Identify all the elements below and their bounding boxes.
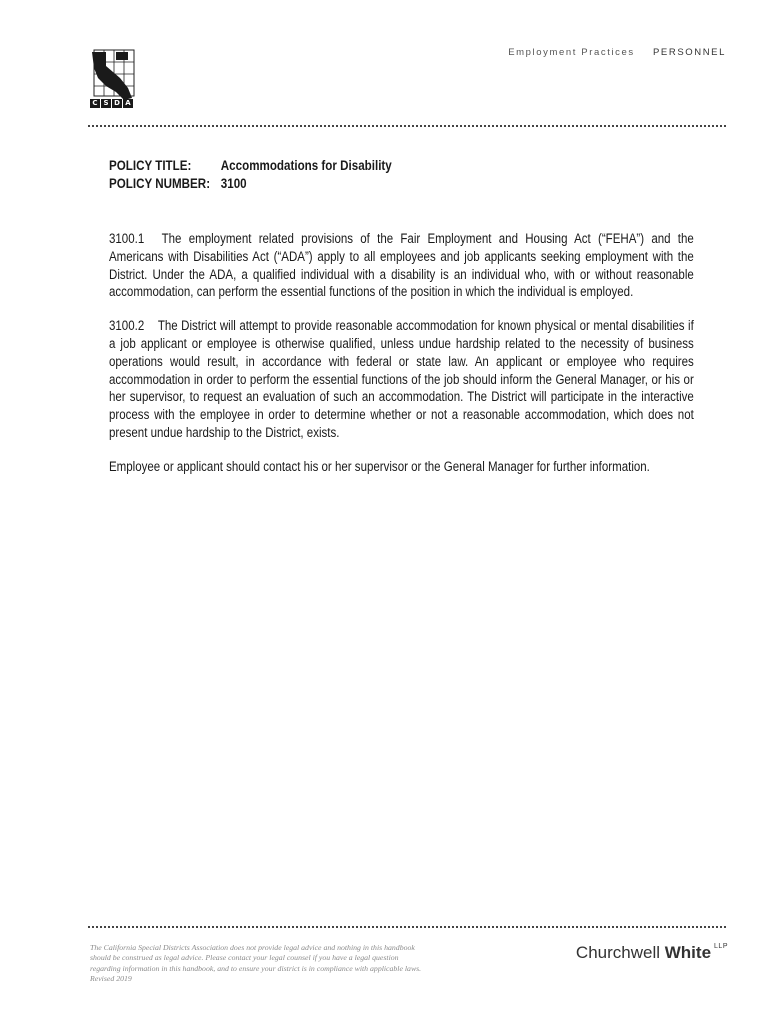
header-divider [88,125,726,127]
page-header [508,47,726,58]
brand-suffix: LLP [714,943,728,950]
closing-paragraph: Employee or applicant should contact his or her supervisor or the General Manager for further information. [109,458,650,474]
policy-title-value: Accommodations for Disability [220,158,392,173]
category-title: PERSONNEL [652,47,726,58]
paragraph-number: 3100.2 [109,318,145,334]
paragraph-text: The District will attempt to provide reasonable accommodation for known physical or mental disabilities if a job applicant or employee is otherwise qualified, unless undue hardship related to the necessity of business operations would result, in accordance with federal or state law. An applicant or employee who requires accommodation in order to perform the essential functions of the job should inform the General Manager, or his or her supervisor, to request an evaluation of such an accommodation. The District will participate in the interactive process with the employee in order to determine whether or not a reasonable accommodation, which does not present undue hardship to the District, exists. [109,318,694,440]
policy-title-label: POLICY TITLE: [109,158,192,173]
disclaimer-line: The California Special Districts Association does not provide legal advice and nothing in this handbook [90,943,415,952]
paragraph-number: 3100.1 [109,231,145,246]
policy-paragraph [109,230,694,301]
logo-letter: C [90,99,100,108]
brand-light: Churchwell [575,943,661,962]
policy-body [109,230,694,492]
policy-header [109,157,392,193]
disclaimer-line: Revised 2019 [90,974,132,984]
policy-number-label: POLICY NUMBER: [109,176,211,191]
logo-letter: A [123,99,133,108]
policy-paragraph [109,317,694,442]
disclaimer-line: should be construed as legal advice. Please contact your legal counsel if you have a legal question [90,953,399,963]
logo-letter: S [101,99,111,108]
footer-divider [88,926,726,928]
firm-logo [576,943,728,963]
logo-letter: D [112,99,122,108]
footer-disclaimer [90,943,470,985]
section-title: Employment Practices [508,47,635,58]
logo-letters [90,99,133,108]
policy-number-value: 3100 [220,176,247,191]
paragraph-text: The employment related provisions of the Fair Employment and Housing Act (“FEHA”) and the Americans with Disabilities Act (“ADA”) apply to all employees and job applicants seeking employment with the District. Under the ADA, a qualified individual with a disability is an individual who, with or without reasonable accommodation, can perform the essential functions of the position in which the individual is employed. [109,231,694,300]
disclaimer-line: regarding information in this handbook, and to ensure your district is in compliance with applicable laws. [90,963,422,973]
brand-bold: White [664,943,712,962]
